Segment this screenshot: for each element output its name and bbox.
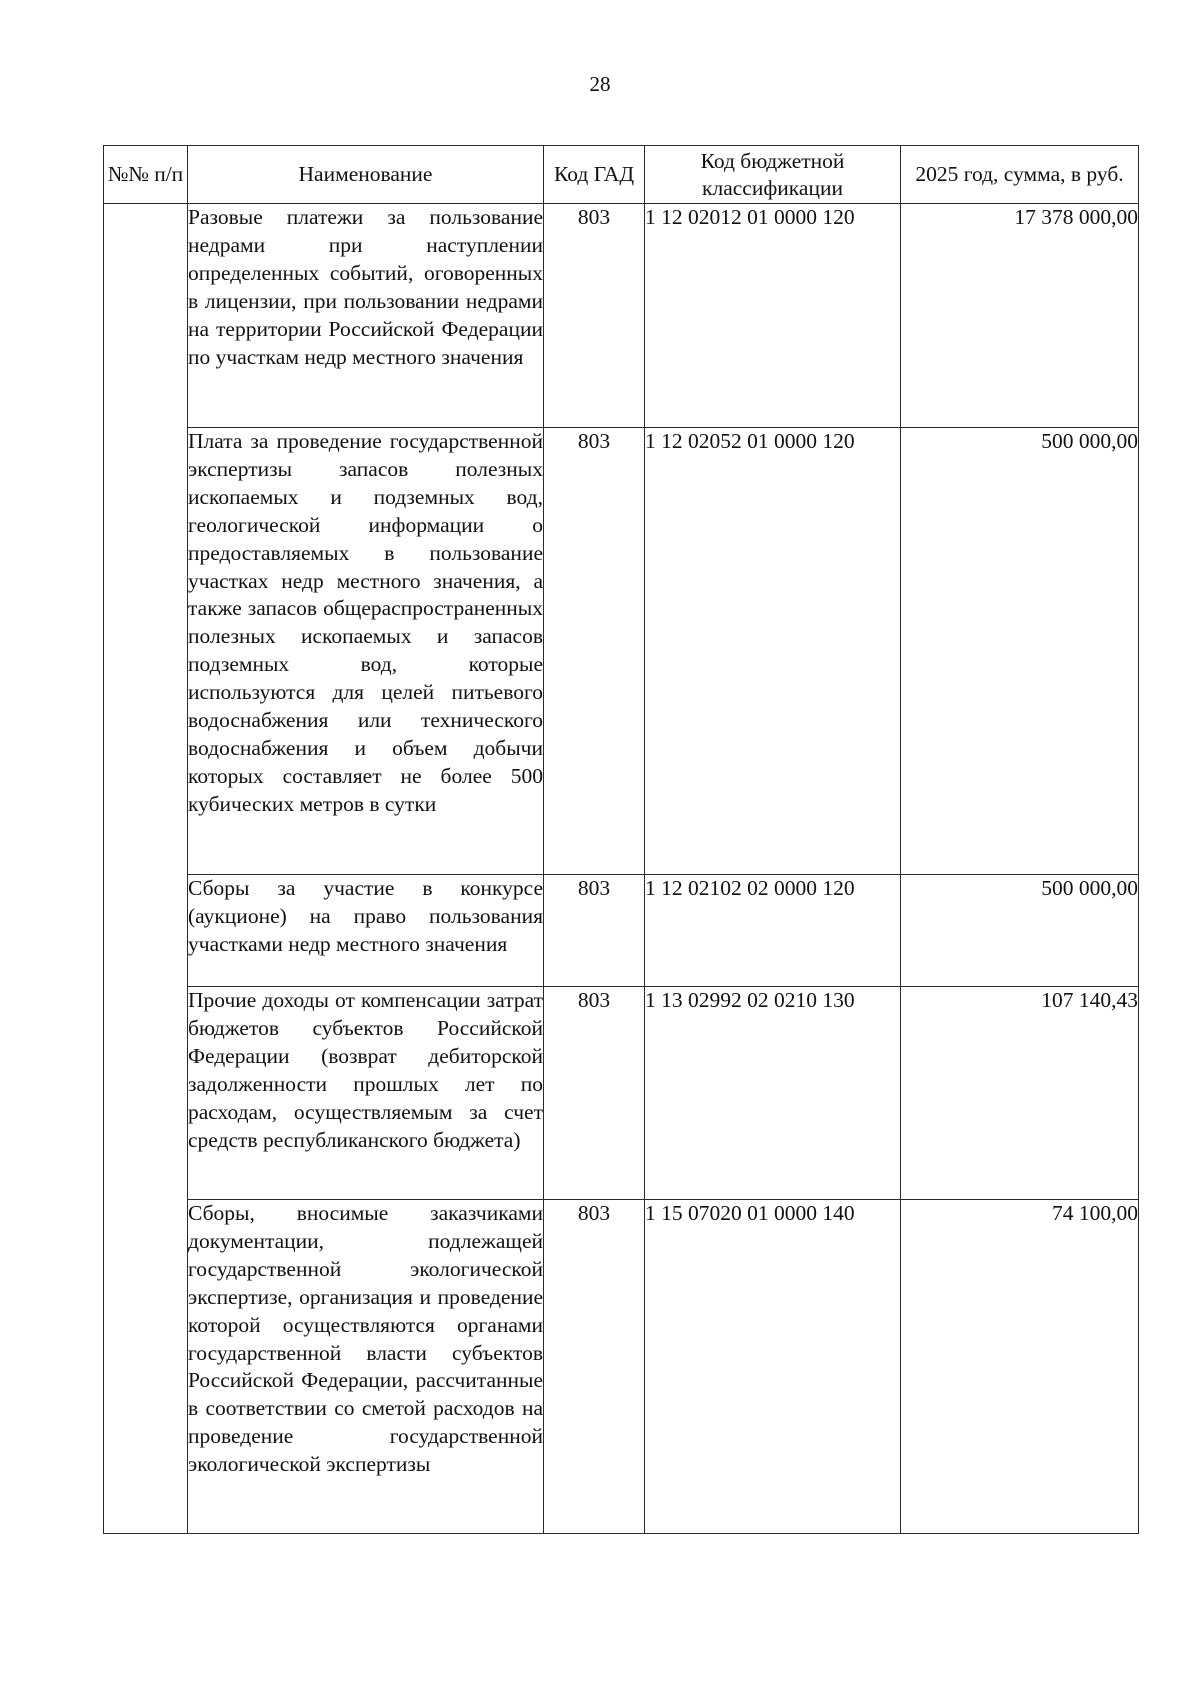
row-name: Разовые платежи за пользование недрами при наступлении определенных событий, оговоренных в лицензии, при пользовании недрами на территории Российской Федерации по участкам недр местного значения bbox=[188, 204, 544, 428]
row-name: Прочие доходы от компенсации затрат бюджетов субъектов Российской Федерации (возврат дебиторской задолженности прошлых лет по расходам, осуществляемым за счет средств республиканского бюджета) bbox=[188, 987, 544, 1200]
row-gad: 803 bbox=[544, 204, 645, 428]
header-sum: 2025 год, сумма, в руб. bbox=[901, 146, 1139, 204]
page-number: 28 bbox=[589, 72, 611, 96]
row-kbk: 1 12 02052 01 0000 120 bbox=[645, 428, 901, 875]
row-name: Сборы, вносимые заказчиками документации, подлежащей государственной экологической экспертизе, организация и проведение которой осуществляются органами государственной власти субъектов Российской Федерации, рассчитанные в соответствии со сметой расходов на проведение государственной экологической экспертизы bbox=[188, 1200, 544, 1534]
row-kbk: 1 12 02102 02 0000 120 bbox=[645, 875, 901, 987]
row-gad: 803 bbox=[544, 987, 645, 1200]
table-row bbox=[104, 1200, 1139, 1534]
table-header-row bbox=[104, 146, 1139, 204]
row-gad: 803 bbox=[544, 1200, 645, 1534]
row-name: Плата за проведение государственной экспертизы запасов полезных ископаемых и подземных вод, геологической информации о предоставляемых в пользование участках недр местного значения, а также запасов общераспространенных полезных ископаемых и запасов подземных вод, которые используются для целей питьевого водоснабжения или технического водоснабжения и объем добычи которых составляет не более 500 кубических метров в сутки bbox=[188, 428, 544, 875]
row-kbk: 1 15 07020 01 0000 140 bbox=[645, 1200, 901, 1534]
row-kbk: 1 12 02012 01 0000 120 bbox=[645, 204, 901, 428]
table-row bbox=[104, 875, 1139, 987]
row-sum: 17 378 000,00 bbox=[901, 204, 1139, 428]
table-row bbox=[104, 428, 1139, 875]
row-sum: 74 100,00 bbox=[901, 1200, 1139, 1534]
row-sum: 107 140,43 bbox=[901, 987, 1139, 1200]
row-kbk: 1 13 02992 02 0210 130 bbox=[645, 987, 901, 1200]
row-name: Сборы за участие в конкурсе (аукционе) на право пользования участками недр местного значения bbox=[188, 875, 544, 987]
table-row bbox=[104, 204, 1139, 428]
header-num: №№ п/п bbox=[104, 146, 188, 204]
row-sum: 500 000,00 bbox=[901, 428, 1139, 875]
header-name: Наименование bbox=[188, 146, 544, 204]
header-gad: Код ГАД bbox=[544, 146, 645, 204]
row-number-cell bbox=[104, 204, 188, 1534]
row-sum: 500 000,00 bbox=[901, 875, 1139, 987]
row-gad: 803 bbox=[544, 875, 645, 987]
table-row bbox=[104, 987, 1139, 1200]
row-gad: 803 bbox=[544, 428, 645, 875]
budget-revenue-table bbox=[103, 145, 1139, 1534]
header-kbk: Код бюджетной классификации bbox=[645, 146, 901, 204]
